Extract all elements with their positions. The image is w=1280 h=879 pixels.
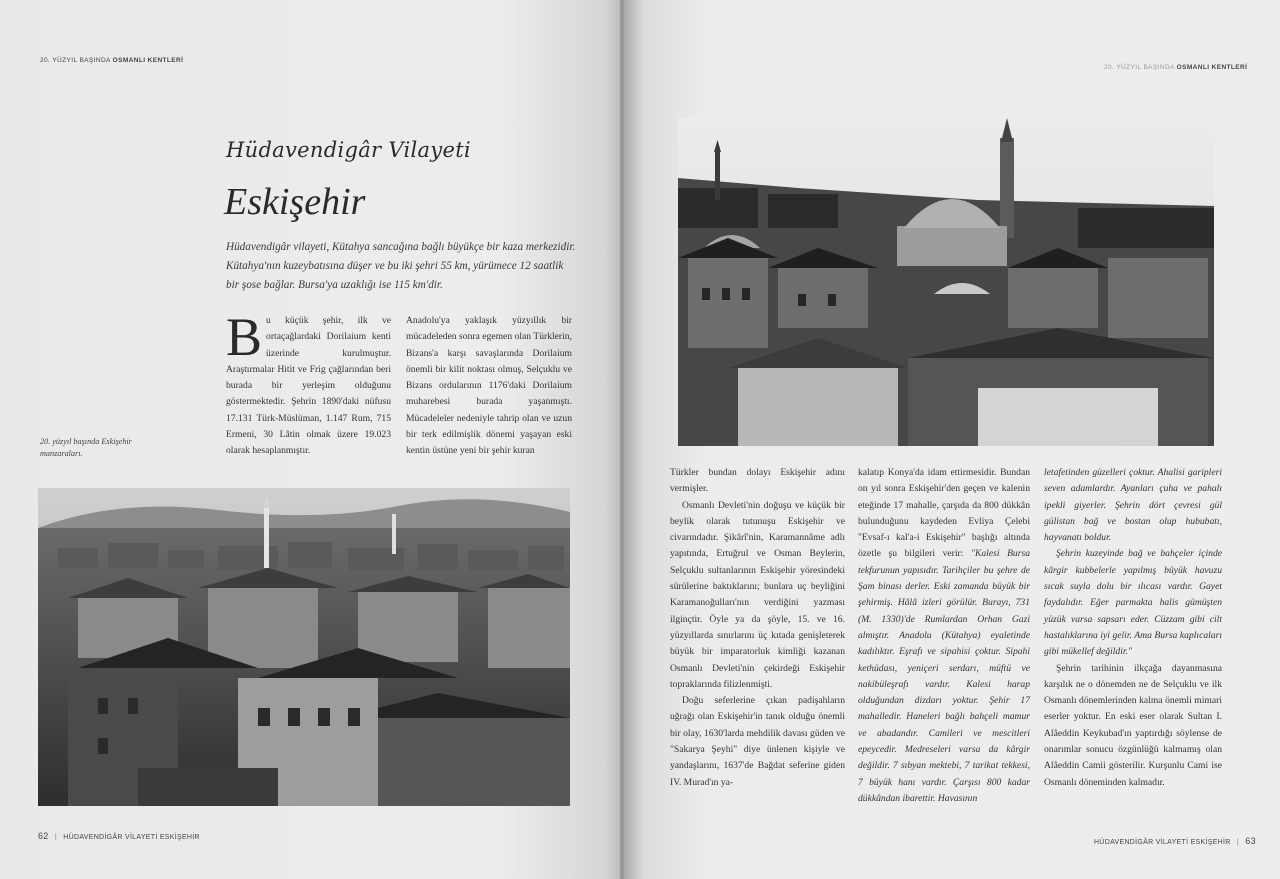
running-head-prefix: 20. YÜZYIL BAŞINDA bbox=[40, 57, 113, 64]
folio-text: HÜDAVENDİGÂR VİLAYETİ ESKİŞEHİR bbox=[1094, 839, 1231, 846]
evliya-quote: "Kalesi Bursa tekfurunun yapısıdır. Tarihçiler bu şehre de Şam binası derler. Eski zamanda büyük bir şehirmiş. Hâlâ izleri görülür. Burayı, 731 (M. 1330)'de Rumlardan Orhan Gazi almıştır. Anadolu (Kütahya) eyaletinde kadılıktır. Eşrafı ve sipahisi çoktur. Sipahi kethüdası, yeniçeri serdarı, müftü ve nakibüleşrafı vardır. Kalesi harap olduğundan dizdarı yoktur. Şehir 17 mahalledir. Haneleri bağlı bahçeli mamur ve abadandır. Camileri ve mescitleri epeycedir. Medreseleri varsa da kârgir değildir. 7 sıbyan mektebi, 7 tarikat tekkesi, 7 büyük hanı vardır. Çarşısı 800 kadar dükkândan ibarettir. Havasının bbox=[858, 548, 1030, 804]
column-paragraph: Osmanlı Devleti'nin doğuşu ve küçük bir beylik olarak tutunuşu Eskişehir ve civarındadır. Şikârî'nin, Karamannâme adlı yapıtında, Ertuğrul ve Osman Beylerin, Selçuklu sultanlarının Eskişehir yöresindeki sürülerine baktıklarını; bunlara uç beyliğini Karamanoğulları'nın verdiğini yazması ilginçtir. Öyle ya da şöyle, 15. ve 16. yüzyıllarda sınırlarını üç kıtada genişleterek büyük bir imparatorluk kimliği kazanan Osmanlı Devleti'nin çekirdeği Eskişehir topraklarında filizlenmişti. bbox=[670, 499, 845, 690]
column-paragraph: Doğu seferlerine çıkan padişahların uğrağı olan Eskişehir'in tanık olduğu önemli bir olay, 1630'larda mehdilik davası güden ve "Sakarya Şeyhi" diye ünlenen kişiyle ve yandaşlarını, 1637'de Bağdat seferine giden IV. Murad'ın ya- bbox=[670, 695, 845, 788]
page-number: 62 bbox=[38, 831, 49, 841]
folio-right: HÜDAVENDİGÂR VİLAYETİ ESKİŞEHİR | 63 bbox=[1094, 836, 1256, 846]
running-head-bold: OSMANLI KENTLERİ bbox=[112, 57, 184, 64]
column-paragraph: Şehrin tarihinin ilkçağa dayanmasına karşılık ne o dönemden ne de Selçuklu ve ilk Osmanlı dönemlerinden kalma önemli mimari eserler yoktur. En eski eser olarak Sultan I. Alâeddin Keykubad'ın yaptırdığı söylense de onarımlar sonucu özgünlüğü kalmamış olan Alâeddin Camii gösterilir. Kurşunlu Cami ise Osmanlı döneminden kalmadır. bbox=[1044, 662, 1222, 788]
running-head-left bbox=[40, 57, 183, 64]
eskisehir-mosque-view-photo bbox=[678, 118, 1214, 446]
drop-cap: B bbox=[226, 307, 263, 367]
running-head-right bbox=[1104, 64, 1247, 71]
right-column-3 bbox=[1044, 465, 1222, 791]
column-text: kalatıp Konya'da idam ettirmesidir. Bundan on yıl sonra Eskişehir'den geçen ve kalenin eteğinde 17 mahalle, çarşıda da 800 dükkân bulunduğunu kaydeden Evliya Çelebi "Evsaf-ı kal'a-i Eskişehir" başlığı altında özetle şu bilgileri verir: bbox=[858, 467, 1030, 560]
eskisehir-panorama-photo bbox=[38, 488, 570, 806]
left-page bbox=[0, 0, 622, 879]
right-column-1 bbox=[670, 465, 845, 791]
evliya-quote-continued: Şehrin kuzeyinde bağ ve bahçeler içinde kârgir kubbelerle yapılmış büyük havuzu sıcak suyla dolu bir ılıcası vardır. Gayet faydalıdır. Eğer parmakta halis gümüşten yüzük varsa sapsarı eder. Cüzzam gibi cilt hastalıklarına iyi gelir. Ama Bursa kaplıcaları gibi mükellef değildir." bbox=[1044, 548, 1222, 658]
folio-left: 62 | HÜDAVENDİGÂR VİLAYETİ ESKİŞEHİR bbox=[38, 831, 200, 841]
running-head-prefix: 20. YÜZYIL BAŞINDA bbox=[1104, 64, 1177, 71]
folio-text: HÜDAVENDİGÂR VİLAYETİ ESKİŞEHİR bbox=[63, 834, 200, 841]
column-paragraph: Türkler bundan dolayı Eskişehir adını vermişler. bbox=[670, 467, 845, 495]
column-text: u küçük şehir, ilk ve ortaçağlardaki Dorilaium kenti üzerinde kurulmuştur. Araştırmalar Hitit ve Frig çağlarından beri burada bir yerleşim olduğunu göstermektedir. Şehrin 1890'daki nüfusu 17.131 Türk-Müslüman, 1.147 Rum, 715 Ermeni, 30 Lâtin olmak üzere 19.023 olarak hesaplanmıştır. bbox=[226, 315, 391, 457]
page-number: 63 bbox=[1245, 836, 1256, 846]
evliya-quote-continued: letafetinden güzelleri çoktur. Ahalisi garipleri seven adamlardır. Ayanları çuha ve pahalı ipekli giyerler. Şehrin dört çevresi gül gülistan bağ ve bostan olup hububatı, hayvanatı boldur. bbox=[1044, 467, 1222, 544]
section-title: Hüdavendigâr Vilayeti bbox=[226, 138, 471, 162]
left-column-2 bbox=[406, 313, 572, 459]
left-column-1 bbox=[226, 307, 391, 460]
column-text: Anadolu'ya yaklaşık yüzyıllık bir mücadeleden sonra egemen olan Türklerin, Bizans'a karşı savaşlarında Dorilaium önemli bir kilit noktası olmuş, Selçuklu ve Bizans ordularının 1176'daki Dorilaium muharebesi burada yaşanmıştı. Mücadeleler nedeniyle tahrip olan ve uzun bir terk edilmişlik dönemi yaşayan eski kentin üstüne yeni bir şehir kuran bbox=[406, 315, 572, 457]
running-head-bold: OSMANLI KENTLERİ bbox=[1176, 64, 1248, 71]
right-page bbox=[624, 0, 1280, 879]
city-title: Eskişehir bbox=[224, 181, 366, 223]
lead-paragraph: Hüdavendigâr vilayeti, Kütahya sancağına bağlı büyükçe bir kaza merkezidir. Kütahya'nın kuzeybatısına düşer ve bu iki şehri 55 km, yürümece 12 saatlik bir şose bağlar. Bursa'ya uzaklığı ise 115 km'dir. bbox=[226, 241, 576, 291]
photo-caption: 20. yüzyıl başında Eskişehir manzaraları. bbox=[40, 437, 132, 458]
right-column-2 bbox=[858, 465, 1030, 807]
